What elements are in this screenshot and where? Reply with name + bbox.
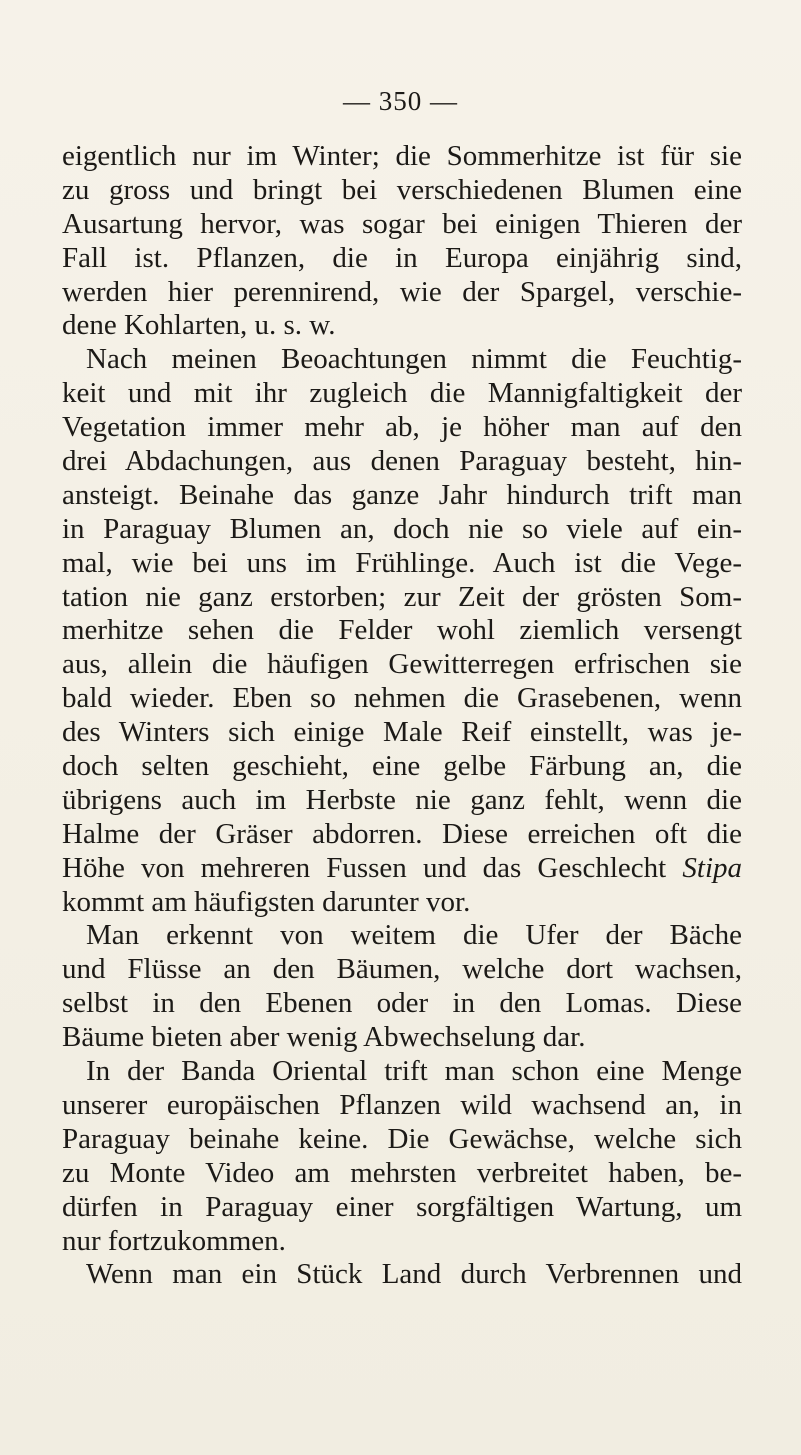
text-line [62,648,742,682]
text-line [62,784,742,818]
text-line [62,750,742,784]
text-line-content: übrigens auch im Herbste nie ganz fehlt, wenn die [62,783,742,816]
text-line [62,1021,742,1055]
text-line-content: Vegetation immer mehr ab, je höher man auf den [62,411,742,444]
text-line-content: nur fortzukommen. [62,1224,286,1257]
text-line-content: dene Kohlarten, u. s. w. [62,309,336,342]
text-line-content: dürfen in Paraguay einer sorgfältigen Wartung, um [62,1190,742,1223]
text-line [62,716,742,750]
text-line-content: zu Monte Video am mehrsten verbreitet haben, be- [62,1156,742,1189]
text-line-content: drei Abdachungen, aus denen Paraguay besteht, hin- [62,445,742,478]
text-line-content: eigentlich nur im Winter; die Sommerhitze ist für sie [62,140,742,172]
text-line-content: Höhe von mehreren Fussen und das Geschlecht [62,851,667,884]
body-text [62,140,742,1292]
text-line [62,140,742,174]
text-line [62,886,742,920]
text-line-content: kommt am häufigsten darunter vor. [62,885,471,918]
text-line [62,1225,742,1259]
text-line [62,377,742,411]
text-line [62,581,742,615]
text-line [62,818,742,852]
text-line [62,1157,742,1191]
text-line-content: Ausartung hervor, was sogar bei einigen Thieren der [62,207,742,240]
text-line [62,1055,742,1089]
italic-genus-name: Stipa [682,851,743,884]
text-line [62,682,742,716]
text-line-content: merhitze sehen die Felder wohl ziemlich versengt [62,614,742,647]
text-line-content: bald wieder. Eben so nehmen die Grasebenen, wenn [62,682,742,715]
text-line [62,411,742,445]
text-line [62,614,742,648]
text-line-content: ansteigt. Beinahe das ganze Jahr hindurch trift man [62,478,742,511]
text-line-content: Paraguay beinahe keine. Die Gewächse, welche sich [62,1122,742,1155]
text-line [62,919,742,953]
text-line-content: selbst in den Ebenen oder in den Lomas. Diese [62,987,742,1020]
text-line-content: tation nie ganz erstorben; zur Zeit der grösten Som- [62,580,742,613]
text-line [62,309,742,343]
text-line [62,513,742,547]
text-line [62,987,742,1021]
text-line [62,953,742,987]
text-line-content: aus, allein die häufigen Gewitterregen erfrischen sie [62,648,742,681]
text-line-content: in Paraguay Blumen an, doch nie so viele auf ein- [62,512,742,545]
text-line [62,174,742,208]
text-line-content: keit und mit ihr zugleich die Mannigfaltigkeit der [62,377,742,410]
text-line-content: Wenn man ein Stück Land durch Verbrennen und [86,1258,742,1291]
text-line-content: Bäume bieten aber wenig Abwechselung dar. [62,1021,586,1054]
text-line-content: doch selten geschieht, eine gelbe Färbung an, die [62,750,742,783]
text-line-content: Fall ist. Pflanzen, die in Europa einjährig sind, [62,241,742,274]
text-line-content: werden hier perennirend, wie der Spargel, verschie- [62,275,742,308]
text-line [62,208,742,242]
text-line [62,242,742,276]
page-number-header: — 350 — [343,86,458,116]
text-line [62,343,742,377]
text-line [62,479,742,513]
text-line [62,276,742,310]
text-line [62,1191,742,1225]
text-line-content: zu gross und bringt bei verschiedenen Blumen eine [62,173,742,206]
text-line-content: des Winters sich einige Male Reif einstellt, was je- [62,716,742,749]
text-line-content: In der Banda Oriental trift man schon eine Menge [86,1055,742,1088]
text-line-content: Man erkennt von weitem die Ufer der Bäche [86,919,742,952]
text-line-content: Nach meinen Beoachtungen nimmt die Feuchtig- [86,343,742,376]
text-line [62,1258,742,1292]
text-line [62,852,742,886]
text-line-content: und Flüsse an den Bäumen, welche dort wachsen, [62,953,742,986]
text-line [62,1089,742,1123]
text-line [62,445,742,479]
text-line-content: unserer europäischen Pflanzen wild wachsend an, in [62,1088,742,1121]
text-line [62,547,742,581]
text-line [62,1123,742,1157]
text-line-content: mal, wie bei uns im Frühlinge. Auch ist die Vege- [62,546,742,579]
text-line-content: Halme der Gräser abdorren. Diese erreichen oft die [62,817,742,850]
